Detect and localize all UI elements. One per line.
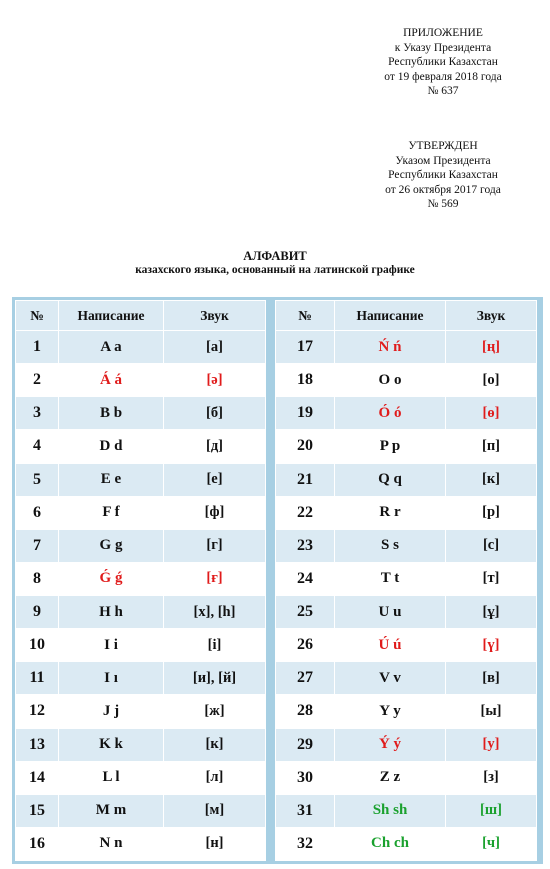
letter-sound: [у] bbox=[446, 728, 537, 761]
letter-sound: [б] bbox=[164, 397, 266, 430]
header-sound: Звук bbox=[164, 301, 266, 331]
letter-sound: [и], [й] bbox=[164, 662, 266, 695]
letter-number: 5 bbox=[16, 463, 59, 496]
letter-writing: R r bbox=[335, 496, 446, 529]
letter-number: 12 bbox=[16, 695, 59, 728]
table-row bbox=[276, 430, 537, 463]
letter-writing: K k bbox=[59, 728, 164, 761]
letter-sound: [в] bbox=[446, 662, 537, 695]
letter-sound: [ү] bbox=[446, 629, 537, 662]
table-row bbox=[16, 794, 266, 827]
letter-writing: E e bbox=[59, 463, 164, 496]
approval-line: № 637 bbox=[427, 85, 459, 98]
alphabet-table bbox=[12, 297, 543, 864]
letter-writing: Ń ń bbox=[335, 331, 446, 364]
header-sound: Звук bbox=[446, 301, 537, 331]
table-row bbox=[16, 695, 266, 728]
letter-writing: Ý ý bbox=[335, 728, 446, 761]
page-title: АЛФАВИТ bbox=[243, 249, 307, 263]
table-row bbox=[16, 662, 266, 695]
table-row bbox=[16, 529, 266, 562]
letter-number: 31 bbox=[276, 794, 335, 827]
header-num: № bbox=[16, 301, 59, 331]
header-writing: Написание bbox=[335, 301, 446, 331]
letter-number: 32 bbox=[276, 827, 335, 860]
table-row bbox=[276, 463, 537, 496]
letter-writing: V v bbox=[335, 662, 446, 695]
table-row bbox=[276, 331, 537, 364]
letter-writing: Y y bbox=[335, 695, 446, 728]
letter-number: 8 bbox=[16, 562, 59, 595]
letter-sound: [з] bbox=[446, 761, 537, 794]
table-row bbox=[276, 397, 537, 430]
letter-number: 7 bbox=[16, 529, 59, 562]
letter-sound: [о] bbox=[446, 364, 537, 397]
table-row bbox=[276, 596, 537, 629]
alphabet-table-right bbox=[275, 300, 537, 861]
approved-line: Указом Президента bbox=[395, 154, 491, 167]
letter-writing: A a bbox=[59, 331, 164, 364]
letter-sound: [с] bbox=[446, 529, 537, 562]
table-row bbox=[16, 463, 266, 496]
letter-sound: [ф] bbox=[164, 496, 266, 529]
letter-writing: U u bbox=[335, 596, 446, 629]
table-row bbox=[16, 331, 266, 364]
letter-writing: Z z bbox=[335, 761, 446, 794]
letter-number: 4 bbox=[16, 430, 59, 463]
table-row bbox=[276, 662, 537, 695]
letter-writing: N n bbox=[59, 827, 164, 860]
letter-writing: T t bbox=[335, 562, 446, 595]
approval-line: ПРИЛОЖЕНИЕ bbox=[403, 27, 483, 39]
letter-number: 15 bbox=[16, 794, 59, 827]
letter-number: 13 bbox=[16, 728, 59, 761]
letter-sound: [к] bbox=[446, 463, 537, 496]
letter-writing: I i bbox=[59, 629, 164, 662]
letter-number: 2 bbox=[16, 364, 59, 397]
letter-number: 6 bbox=[16, 496, 59, 529]
letter-writing: G g bbox=[59, 529, 164, 562]
table-row bbox=[276, 529, 537, 562]
letter-number: 16 bbox=[16, 827, 59, 860]
letter-number: 20 bbox=[276, 430, 335, 463]
letter-number: 29 bbox=[276, 728, 335, 761]
letter-sound: [ч] bbox=[446, 827, 537, 860]
letter-writing: Ch ch bbox=[335, 827, 446, 860]
letter-number: 10 bbox=[16, 629, 59, 662]
table-row bbox=[16, 827, 266, 860]
letter-number: 19 bbox=[276, 397, 335, 430]
table-row bbox=[276, 364, 537, 397]
letter-writing: F f bbox=[59, 496, 164, 529]
table-row bbox=[16, 397, 266, 430]
letter-sound: [р] bbox=[446, 496, 537, 529]
letter-number: 28 bbox=[276, 695, 335, 728]
letter-writing: I ı bbox=[59, 662, 164, 695]
table-row bbox=[276, 562, 537, 595]
letter-sound: [х], [h] bbox=[164, 596, 266, 629]
letter-sound: [ш] bbox=[446, 794, 537, 827]
letter-number: 17 bbox=[276, 331, 335, 364]
table-row bbox=[16, 761, 266, 794]
letter-writing: S s bbox=[335, 529, 446, 562]
letter-sound: [ж] bbox=[164, 695, 266, 728]
letter-number: 14 bbox=[16, 761, 59, 794]
letter-writing: P p bbox=[335, 430, 446, 463]
letter-sound: [м] bbox=[164, 794, 266, 827]
table-row bbox=[16, 728, 266, 761]
letter-sound: [ө] bbox=[446, 397, 537, 430]
table-row bbox=[16, 629, 266, 662]
letter-number: 11 bbox=[16, 662, 59, 695]
alphabet-table-left bbox=[15, 300, 266, 861]
letter-writing: Ǵ ǵ bbox=[59, 562, 164, 595]
table-row bbox=[16, 496, 266, 529]
letter-writing: J j bbox=[59, 695, 164, 728]
letter-sound: [а] bbox=[164, 331, 266, 364]
letter-sound: [п] bbox=[446, 430, 537, 463]
letter-number: 27 bbox=[276, 662, 335, 695]
letter-number: 24 bbox=[276, 562, 335, 595]
letter-writing: O o bbox=[335, 364, 446, 397]
letter-sound: [ұ] bbox=[446, 596, 537, 629]
letter-number: 1 bbox=[16, 331, 59, 364]
table-row bbox=[276, 496, 537, 529]
approval-block bbox=[348, 26, 538, 99]
letter-sound: [г] bbox=[164, 529, 266, 562]
letter-writing: L l bbox=[59, 761, 164, 794]
letter-writing: M m bbox=[59, 794, 164, 827]
letter-sound: [е] bbox=[164, 463, 266, 496]
letter-writing: B b bbox=[59, 397, 164, 430]
table-row bbox=[16, 364, 266, 397]
letter-writing: Ú ú bbox=[335, 629, 446, 662]
letter-writing: Ó ó bbox=[335, 397, 446, 430]
letter-sound: [д] bbox=[164, 430, 266, 463]
letter-sound: [і] bbox=[164, 629, 266, 662]
letter-number: 23 bbox=[276, 529, 335, 562]
letter-sound: [ң] bbox=[446, 331, 537, 364]
letter-number: 3 bbox=[16, 397, 59, 430]
letter-writing: Q q bbox=[335, 463, 446, 496]
letter-sound: [л] bbox=[164, 761, 266, 794]
letter-sound: [ы] bbox=[446, 695, 537, 728]
letter-number: 18 bbox=[276, 364, 335, 397]
page-subtitle: казахского языка, основанный на латинской графике bbox=[135, 264, 415, 276]
approved-block bbox=[348, 139, 538, 212]
letter-number: 22 bbox=[276, 496, 335, 529]
approved-line: Республики Казахстан bbox=[388, 169, 498, 182]
approved-line: УТВЕРЖДЕН bbox=[408, 140, 478, 152]
letter-sound: [к] bbox=[164, 728, 266, 761]
letter-writing: Sh sh bbox=[335, 794, 446, 827]
table-row bbox=[276, 728, 537, 761]
letter-number: 21 bbox=[276, 463, 335, 496]
letter-sound: [т] bbox=[446, 562, 537, 595]
letter-writing: Á á bbox=[59, 364, 164, 397]
table-row bbox=[276, 629, 537, 662]
table-row bbox=[16, 562, 266, 595]
table-row bbox=[16, 430, 266, 463]
table-row bbox=[276, 761, 537, 794]
table-row bbox=[276, 794, 537, 827]
header-writing: Написание bbox=[59, 301, 164, 331]
approval-line: от 19 февраля 2018 года bbox=[384, 70, 502, 83]
letter-number: 25 bbox=[276, 596, 335, 629]
table-row bbox=[276, 827, 537, 860]
approved-line: от 26 октября 2017 года bbox=[385, 183, 501, 196]
letter-number: 30 bbox=[276, 761, 335, 794]
letter-number: 26 bbox=[276, 629, 335, 662]
letter-writing: D d bbox=[59, 430, 164, 463]
approved-line: № 569 bbox=[427, 198, 459, 211]
approval-line: Республики Казахстан bbox=[388, 56, 498, 69]
header-num: № bbox=[276, 301, 335, 331]
table-row bbox=[276, 695, 537, 728]
table-row bbox=[16, 596, 266, 629]
letter-number: 9 bbox=[16, 596, 59, 629]
letter-writing: H h bbox=[59, 596, 164, 629]
letter-sound: [ә] bbox=[164, 364, 266, 397]
letter-sound: [н] bbox=[164, 827, 266, 860]
letter-sound: [ғ] bbox=[164, 562, 266, 595]
approval-line: к Указу Президента bbox=[394, 41, 492, 54]
